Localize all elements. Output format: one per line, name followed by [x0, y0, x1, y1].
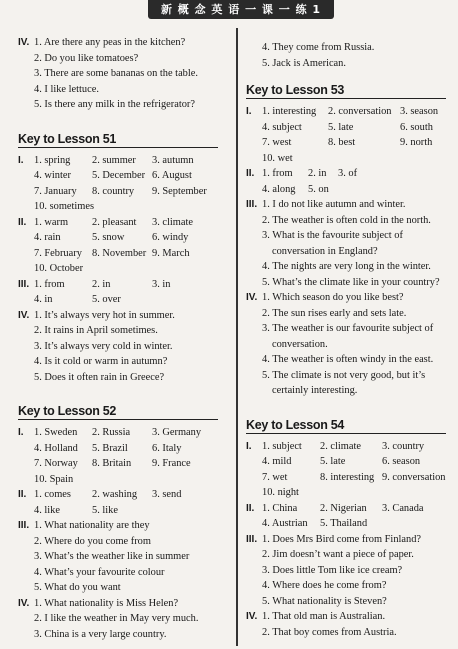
- answer-row: 7. January 8. country 9. September: [34, 185, 207, 197]
- answer-row: 5. Is there any milk in the refrigerator?: [34, 99, 195, 110]
- l54-section-i: [246, 439, 450, 501]
- answer-row: 3. The weather is our favourite subject of conversation.: [262, 323, 434, 350]
- answer-row: 3. What is the favourite subject of conversation in England?: [262, 230, 403, 257]
- answer-row: 2. I like the weather in May very much.: [34, 613, 199, 624]
- answer-row: 3. It’s always very cold in winter.: [34, 340, 173, 352]
- answer-row: 3. China is a very large country.: [34, 628, 167, 640]
- l54-section-iii: [246, 532, 450, 610]
- left-column: [18, 35, 232, 642]
- answer-row: 4. Where does he come from?: [262, 580, 387, 591]
- answer-row: I. 1. Sweden 2. Russia 3. Germany: [18, 427, 202, 438]
- answer-row: 2. It rains in April sometimes.: [34, 325, 158, 336]
- l51-section-iii: [18, 277, 232, 308]
- page-banner: 新 概 念 英 语 一 课 一 练 1: [148, 0, 334, 19]
- answer-row: 10. Spain: [34, 473, 74, 485]
- answer-row: 7. wet 8. interesting 9. conversation: [262, 471, 446, 483]
- lesson-51-heading: Key to Lesson 51: [18, 132, 218, 148]
- answer-row: 2. The weather is often cold in the north.: [262, 214, 431, 226]
- answer-row: 3. Does little Tom like ice cream?: [262, 564, 403, 576]
- section-numeral: IV.: [18, 37, 30, 48]
- lesson-54-heading: Key to Lesson 54: [246, 418, 446, 434]
- answer-row: 10. sometimes: [34, 201, 95, 212]
- answer-row: III. 1. from 2. in 3. in: [18, 278, 171, 290]
- answer-row: II. 1. comes 2. washing 3. send: [18, 489, 182, 500]
- l52-section-iv: [18, 596, 232, 643]
- l53-section-iii: [246, 197, 450, 290]
- answer-row: 4. like 5. like: [34, 504, 118, 516]
- l54-section-ii: [246, 501, 450, 532]
- answer-row: 2. The sun rises early and sets late.: [262, 307, 407, 319]
- answer-row: III. 1. Does Mrs Bird come from Finland?: [246, 533, 422, 545]
- answer-row: 7. February 8. November 9. March: [34, 247, 190, 259]
- answer-row: 4. The nights are very long in the winter.: [262, 261, 431, 272]
- answer-row: II. 1. from 2. in 3. of: [246, 168, 358, 179]
- answer-row: III. 1. What nationality are they: [18, 520, 150, 531]
- answer-row: 4. I like lettuce.: [34, 83, 99, 95]
- l53-section-iv: [246, 290, 450, 399]
- answer-row: 5. Does it often rain in Greece?: [34, 371, 165, 383]
- l51-section-ii: [18, 215, 232, 277]
- l54-section-iv: [246, 609, 450, 640]
- answer-row: I. 1. subject 2. climate 3. country: [246, 440, 425, 452]
- answer-row: 3. What’s the weather like in summer: [34, 551, 190, 562]
- answer-row: IV. 1. What nationality is Miss Helen?: [18, 597, 179, 609]
- answer-row: IV. 1. Are there any peas in the kitchen?: [18, 35, 232, 51]
- answer-row: 4. Is it cold or warm in autumn?: [34, 356, 168, 367]
- answer-row: IV. 1. It’s always very hot in summer.: [18, 309, 175, 321]
- l52-section-iv-continued: [246, 40, 450, 71]
- answer-row: 10. October: [34, 263, 84, 274]
- answer-row: 10. night: [262, 487, 299, 498]
- answer-row: 2. Jim doesn’t want a piece of paper.: [262, 549, 414, 560]
- l51-section-iv: [18, 308, 232, 386]
- answer-row: 4. What’s your favourite colour: [34, 566, 165, 578]
- lesson-53-heading: Key to Lesson 53: [246, 83, 446, 99]
- answer-row: 5. What nationality is Steven?: [262, 595, 387, 607]
- answer-row: 4. in 5. over: [34, 294, 121, 305]
- answer-row: 5. Jack is American.: [262, 57, 346, 69]
- answer-row: 4. along 5. on: [262, 183, 329, 195]
- l53-section-ii: [246, 166, 450, 197]
- answer-row: 4. The weather is often windy in the east.: [262, 354, 434, 365]
- l52-section-ii: [18, 487, 232, 518]
- answer-row: 4. winter 5. December 6. August: [34, 170, 192, 181]
- answer-row: 4. Holland 5. Brazil 6. Italy: [34, 442, 182, 454]
- answer-row: 2. Where do you come from: [34, 535, 151, 547]
- answer-row: 2. That boy comes from Austria.: [262, 626, 397, 638]
- l51-section-i: [18, 153, 232, 215]
- answer-row: II. 1. China 2. Nigerian 3. Canada: [246, 502, 424, 514]
- answer-row: 4. subject 5. late 6. south: [262, 121, 433, 133]
- l53-section-i: [246, 104, 450, 166]
- l52-section-i: [18, 425, 232, 487]
- answer-row: 3. There are some bananas on the table.: [34, 68, 198, 79]
- answer-row: I. 1. spring 2. summer 3. autumn: [18, 154, 194, 166]
- answer-row: 4. rain 5. snow 6. windy: [34, 232, 189, 243]
- answer-row: 4. They come from Russia.: [262, 42, 375, 53]
- answer-row: 4. Austrian 5. Thailand: [262, 518, 368, 529]
- answer-row: 7. Norway 8. Britain 9. France: [34, 458, 191, 469]
- lesson-52-heading: Key to Lesson 52: [18, 404, 218, 420]
- l52-section-iii: [18, 518, 232, 596]
- answer-row: 5. What’s the climate like in your country?: [262, 276, 440, 288]
- answer-row: II. 1. warm 2. pleasant 3. climate: [18, 216, 193, 228]
- answer-row: 5. The climate is not very good, but it’s certainly interesting.: [262, 369, 426, 396]
- answer-row: 2. Do you like tomatoes?: [34, 52, 139, 64]
- answer-row: 5. What do you want: [34, 582, 121, 593]
- answer-row: III. 1. I do not like autumn and winter.: [246, 199, 406, 210]
- column-divider: [236, 28, 238, 646]
- answer-row: IV. 1. Which season do you like best?: [246, 292, 404, 303]
- l50-section-iv: [18, 35, 232, 113]
- right-column: [246, 40, 450, 640]
- answer-row: I. 1. interesting 2. conversation 3. season: [246, 106, 439, 117]
- answer-row: 4. mild 5. late 6. season: [262, 456, 421, 467]
- answer-row: 7. west 8. best 9. north: [262, 137, 433, 148]
- answer-row: IV. 1. That old man is Australian.: [246, 611, 386, 622]
- answer-row: 10. wet: [262, 152, 293, 164]
